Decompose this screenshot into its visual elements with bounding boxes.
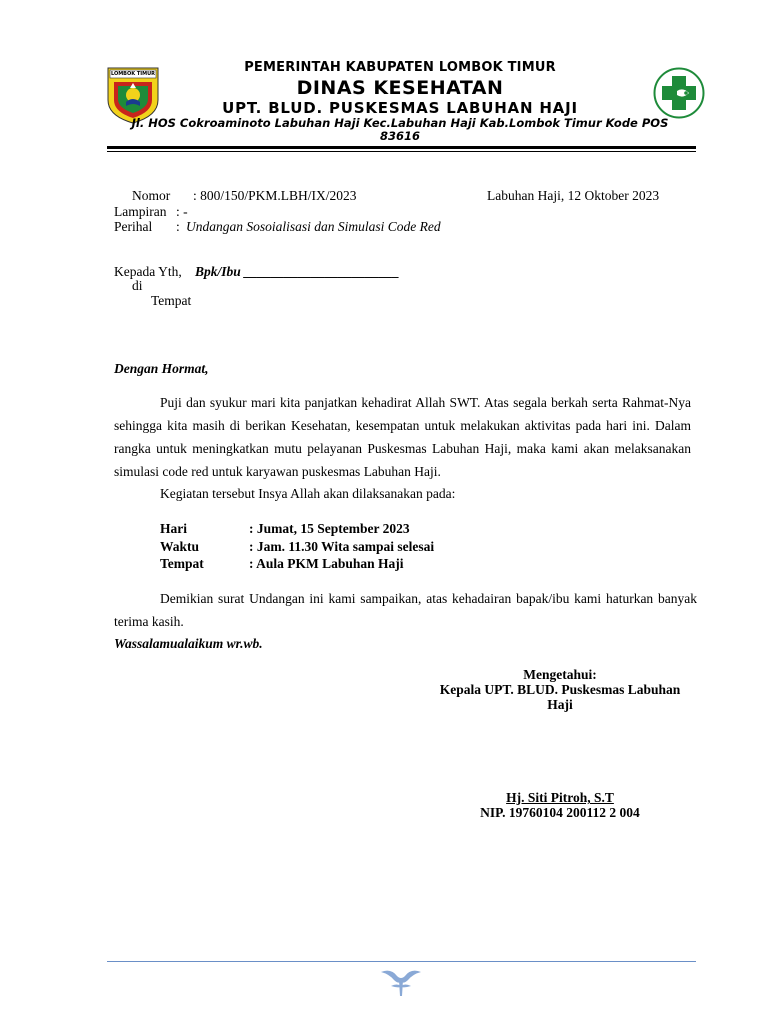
- emblem-text: LOMBOK TIMUR: [110, 71, 156, 77]
- letterhead-department: DINAS KESEHATAN: [296, 77, 504, 99]
- signature-name: Hj. Siti Pitroh, S.T: [506, 790, 614, 805]
- nomor-label: Nomor: [132, 188, 171, 203]
- schedule-value: : Aula PKM Labuhan Haji: [249, 556, 404, 571]
- schedule-value: : Jumat, 15 September 2023: [249, 521, 410, 536]
- closing-paragraph: Demikian surat Undangan ini kami sampaikan, atas kehadairan bapak/ibu kami haturkan banyak terima kasih.: [114, 591, 697, 629]
- perihal-colon: :: [176, 219, 180, 234]
- place-date: Labuhan Haji, 12 Oktober 2023: [487, 188, 660, 203]
- lampiran-value: : -: [176, 204, 188, 219]
- letterhead-government: PEMERINTAH KABUPATEN LOMBOK TIMUR: [244, 60, 556, 75]
- letterhead-address: Jl. HOS Cokroaminoto Labuhan Haji Kec.Labuhan Haji Kab.Lombok Timur Kode POS 83616: [131, 116, 669, 143]
- footer-ornament-icon: [377, 966, 425, 1000]
- addressee-di: di: [132, 278, 143, 293]
- addressee-kepada: Kepada Yth,: [114, 264, 182, 279]
- signature-title-2: Haji: [547, 697, 573, 712]
- signature-nip: NIP. 19760104 200112 2 004: [480, 805, 640, 820]
- lampiran-label: Lampiran: [114, 204, 167, 219]
- perihal-value: Undangan Sosoialisasi dan Simulasi Code Red: [186, 219, 441, 234]
- addressee-tempat: Tempat: [151, 293, 192, 308]
- wassalam: Wassalamualaikum wr.wb.: [114, 636, 263, 651]
- schedule-label: Hari: [160, 521, 187, 536]
- puskesmas-cross-icon: [653, 67, 705, 119]
- schedule-label: Tempat: [160, 556, 204, 571]
- body-paragraph-2: Kegiatan tersebut Insya Allah akan dilaksanakan pada:: [160, 486, 456, 501]
- addressee-name: Bpk/Ibu _______________________: [195, 264, 400, 279]
- salutation: Dengan Hormat,: [114, 361, 209, 376]
- schedule-label: Waktu: [160, 539, 200, 554]
- signature-mengetahui: Mengetahui:: [523, 667, 597, 682]
- footer-rule: [107, 961, 696, 962]
- signature-title-1: Kepala UPT. BLUD. Puskesmas Labuhan: [439, 682, 681, 697]
- letterhead-rule-thick: [107, 146, 696, 149]
- nomor-value: : 800/150/PKM.LBH/IX/2023: [193, 188, 357, 203]
- perihal-label: Perihal: [114, 219, 153, 234]
- letterhead-unit: UPT. BLUD. PUSKESMAS LABUHAN HAJI: [222, 99, 578, 117]
- schedule-value: : Jam. 11.30 Wita sampai selesai: [249, 539, 435, 554]
- letterhead-rule-thin: [107, 151, 696, 152]
- body-paragraph-1: Puji dan syukur mari kita panjatkan kehadirat Allah SWT. Atas segala berkah serta Rahmat-Nya sehingga kita masih di berikan Kesehatan, kesempatan untuk melakukan aktivitas pada hari ini. Dalam rangka untuk meningkatkan mutu pelayanan Puskesmas Labuhan Haji, maka kami akan melaksanakan simulasi code red untuk karyawan puskesmas Labuhan Haji.: [114, 395, 691, 479]
